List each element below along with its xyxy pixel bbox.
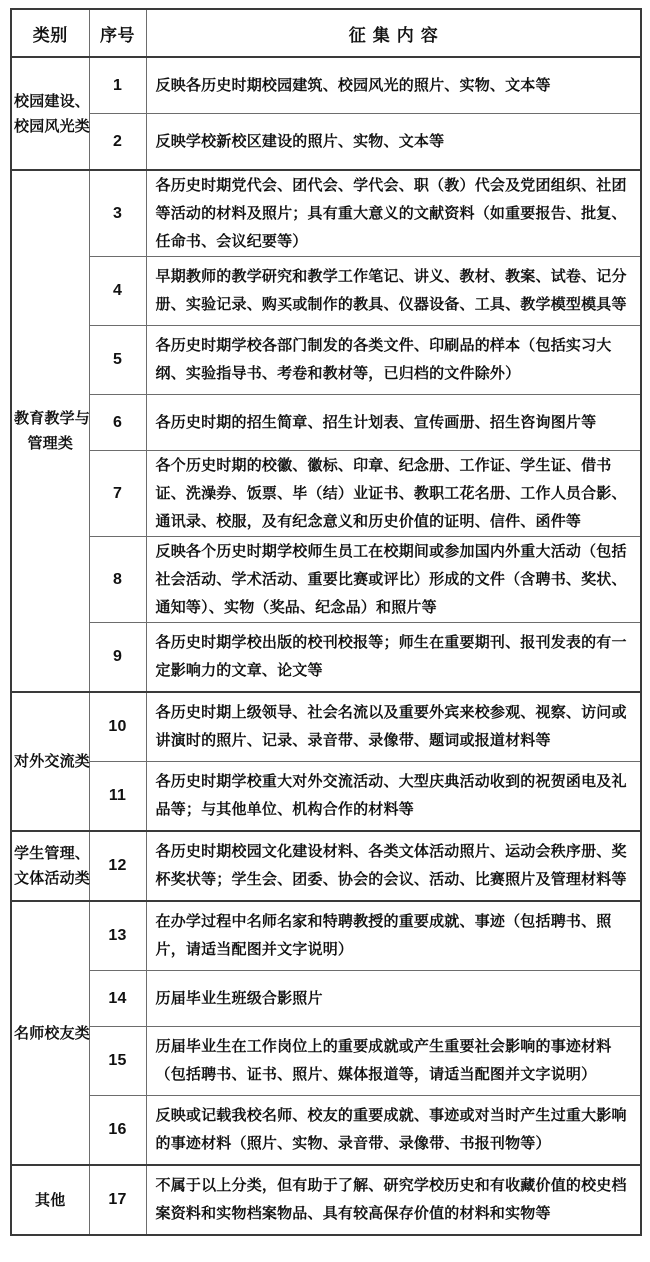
- table-row: [11, 692, 641, 762]
- content-cell: 各历史时期党代会、团代会、学代会、职（教）代会及党团组织、社团等活动的材料及照片；具有重大意义的文献资料（如重要报告、批复、任命书、会议纪要等）: [146, 170, 641, 257]
- table-header: [11, 9, 641, 57]
- table-row: [11, 762, 641, 832]
- index-cell: 9: [89, 623, 146, 693]
- header-row: [11, 9, 641, 57]
- category-line: 教育教学与: [14, 410, 91, 427]
- table-row: [11, 1165, 641, 1235]
- category-line: 校园建设、: [14, 92, 91, 110]
- table-row: [11, 1096, 641, 1166]
- category-line: 其他: [35, 1191, 66, 1209]
- table-row: [11, 170, 641, 257]
- table-row: [11, 831, 641, 901]
- content-cell: 历届毕业生班级合影照片: [146, 971, 641, 1027]
- table-row: [11, 901, 641, 971]
- content-cell: 在办学过程中名师名家和特聘教授的重要成就、事迹（包括聘书、照片，请适当配图并文字说明）: [146, 901, 641, 971]
- category-line: 校园风光类: [14, 117, 91, 135]
- category-line: 名师校友类: [14, 1024, 91, 1042]
- category-line: 对外交流类: [14, 753, 91, 770]
- header-cell-index: 序号: [89, 9, 146, 57]
- table-row: [11, 395, 641, 451]
- table-body: [11, 57, 641, 1235]
- index-cell: 3: [89, 170, 146, 257]
- index-cell: 2: [89, 114, 146, 171]
- content-cell: 各历史时期校园文化建设材料、各类文体活动照片、运动会秩序册、奖杯奖状等；学生会、团委、协会的会议、活动、比赛照片及管理材料等: [146, 831, 641, 901]
- index-cell: 8: [89, 537, 146, 623]
- table-row: [11, 451, 641, 537]
- table-row: [11, 971, 641, 1027]
- category-cell: [11, 831, 89, 901]
- table-row: [11, 623, 641, 693]
- index-cell: 13: [89, 901, 146, 971]
- index-cell: 16: [89, 1096, 146, 1166]
- category-cell: [11, 170, 89, 692]
- content-cell: 各历史时期的招生简章、招生计划表、宣传画册、招生咨询图片等: [146, 395, 641, 451]
- category-line: 管理类: [27, 435, 74, 452]
- category-cell: [11, 692, 89, 831]
- index-cell: 4: [89, 257, 146, 326]
- content-cell: 各个历史时期的校徽、徽标、印章、纪念册、工作证、学生证、借书证、洗澡券、饭票、毕（结）业证书、教职工花名册、工作人员合影、通讯录、校服，及有纪念意义和历史价值的证明、信件、函件等: [146, 451, 641, 537]
- content-cell: 反映各个历史时期学校师生员工在校期间或参加国内外重大活动（包括社会活动、学术活动、重要比赛或评比）形成的文件（含聘书、奖状、通知等）、实物（奖品、纪念品）和照片等: [146, 537, 641, 623]
- category-cell: [11, 901, 89, 1165]
- content-cell: 反映学校新校区建设的照片、实物、文本等: [146, 114, 641, 171]
- category-cell: [11, 57, 89, 170]
- index-cell: 6: [89, 395, 146, 451]
- content-cell: 各历史时期学校重大对外交流活动、大型庆典活动收到的祝贺函电及礼品等；与其他单位、机构合作的材料等: [146, 762, 641, 832]
- index-cell: 7: [89, 451, 146, 537]
- header-cell-category: 类别: [11, 9, 89, 57]
- category-cell: [11, 1165, 89, 1235]
- content-cell: 反映各历史时期校园建筑、校园风光的照片、实物、文本等: [146, 57, 641, 114]
- content-cell: 各历史时期上级领导、社会名流以及重要外宾来校参观、视察、访问或讲演时的照片、记录、录音带、录像带、题词或报道材料等: [146, 692, 641, 762]
- index-cell: 17: [89, 1165, 146, 1235]
- table-row: [11, 257, 641, 326]
- content-cell: 历届毕业生在工作岗位上的重要成就或产生重要社会影响的事迹材料（包括聘书、证书、照片、媒体报道等，请适当配图并文字说明）: [146, 1027, 641, 1096]
- collection-content-table: [10, 8, 642, 1236]
- index-cell: 14: [89, 971, 146, 1027]
- table-row: [11, 326, 641, 395]
- category-line: 学生管理、: [14, 845, 91, 862]
- table-row: [11, 1027, 641, 1096]
- index-cell: 15: [89, 1027, 146, 1096]
- index-cell: 11: [89, 762, 146, 832]
- category-line: 文体活动类: [14, 870, 91, 887]
- table-row: [11, 537, 641, 623]
- index-cell: 5: [89, 326, 146, 395]
- content-cell: 不属于以上分类，但有助于了解、研究学校历史和有收藏价值的校史档案资料和实物档案物品、具有较高保存价值的材料和实物等: [146, 1165, 641, 1235]
- header-cell-content: 征集内容: [146, 9, 641, 57]
- table-row: [11, 57, 641, 114]
- content-cell: 各历史时期学校出版的校刊校报等；师生在重要期刊、报刊发表的有一定影响力的文章、论文等: [146, 623, 641, 693]
- content-cell: 反映或记载我校名师、校友的重要成就、事迹或对当时产生过重大影响的事迹材料（照片、实物、录音带、录像带、书报刊物等）: [146, 1096, 641, 1166]
- content-cell: 各历史时期学校各部门制发的各类文件、印刷品的样本（包括实习大纲、实验指导书、考卷和教材等，已归档的文件除外）: [146, 326, 641, 395]
- content-cell: 早期教师的教学研究和教学工作笔记、讲义、教材、教案、试卷、记分册、实验记录、购买或制作的教具、仪器设备、工具、教学模型模具等: [146, 257, 641, 326]
- index-cell: 1: [89, 57, 146, 114]
- index-cell: 12: [89, 831, 146, 901]
- table-row: [11, 114, 641, 171]
- index-cell: 10: [89, 692, 146, 762]
